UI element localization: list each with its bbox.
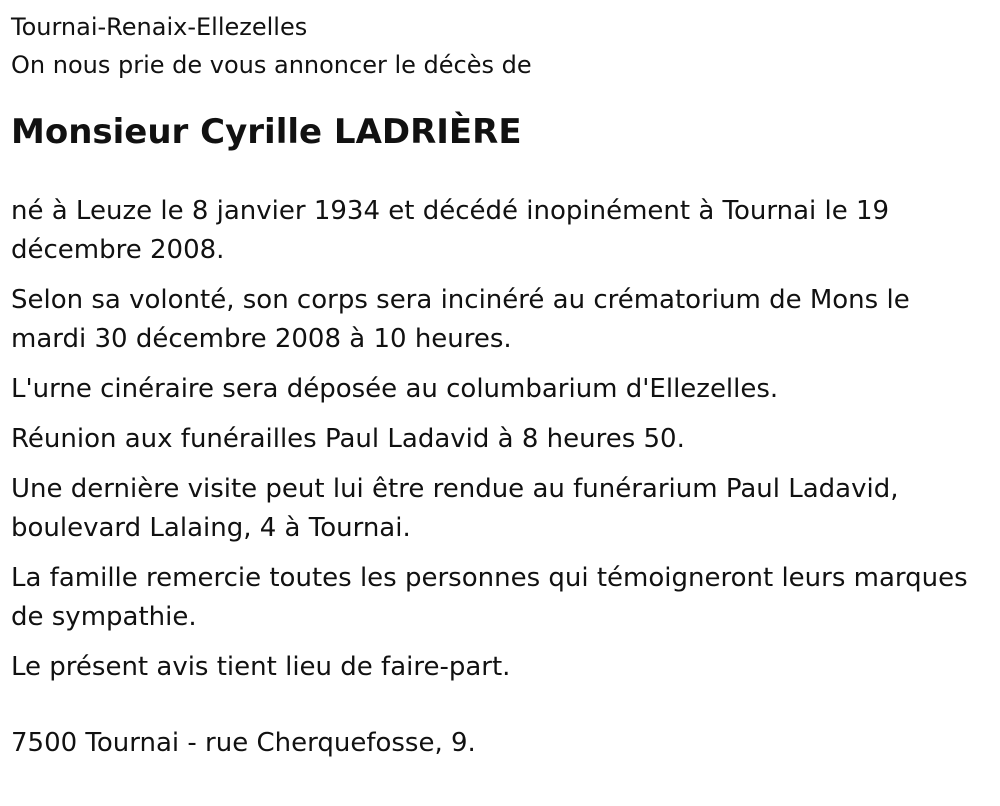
obituary-notice [11, 8, 986, 763]
announcement-line: On nous prie de vous annoncer le décès de [11, 51, 532, 79]
cremation-paragraph: Selon sa volonté, son corps sera incinéré au crématorium de Mons le mardi 30 décembre 2008 à 10 heures. [11, 285, 910, 354]
location-line: Tournai-Renaix-Ellezelles [11, 13, 308, 41]
urn-paragraph: L'urne cinéraire sera déposée au columbarium d'Ellezelles. [11, 374, 779, 404]
notice-paragraph: Le présent avis tient lieu de faire-part. [11, 652, 511, 682]
family-address: 7500 Tournai - rue Cherquefosse, 9. [11, 728, 476, 758]
birth-death-paragraph: né à Leuze le 8 janvier 1934 et décédé inopinément à Tournai le 19 décembre 2008. [11, 196, 890, 265]
deceased-name: Monsieur Cyrille LADRIÈRE [11, 112, 522, 152]
funeral-meeting-paragraph: Réunion aux funérailles Paul Ladavid à 8 heures 50. [11, 424, 685, 454]
visit-paragraph: Une dernière visite peut lui être rendue au funérarium Paul Ladavid, boulevard Lalaing, 4 à Tournai. [11, 474, 899, 543]
thanks-paragraph: La famille remercie toutes les personnes qui témoigneront leurs marques de sympathie. [11, 563, 968, 632]
